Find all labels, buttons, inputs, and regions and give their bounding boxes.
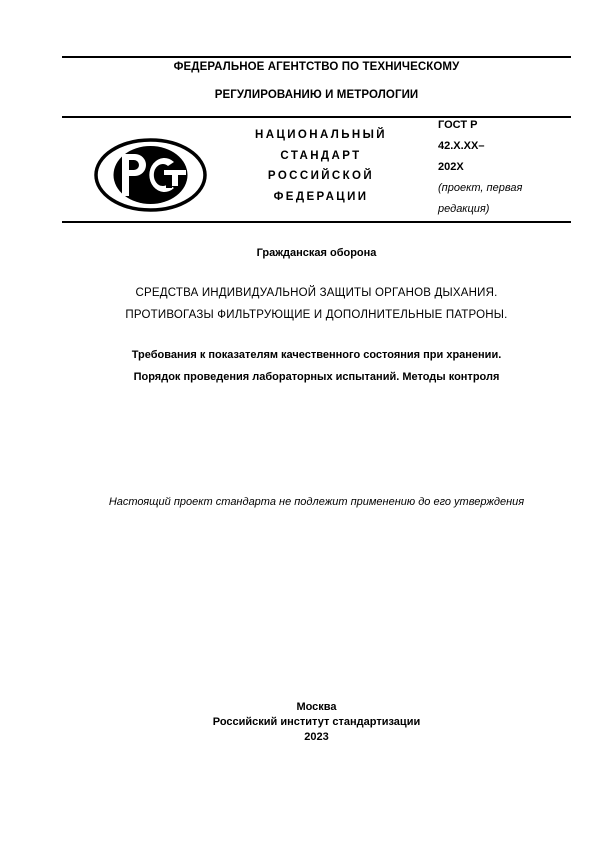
footer-institute: Российский институт стандартизации [212,716,421,728]
national-standard-line3: РОССИЙСКОЙ [267,170,375,182]
gost-code-line1: ГОСТ Р [438,119,478,131]
requirements-line1: Требования к показателям качественного состояния при хранении. [131,349,502,361]
national-standard-line4: ФЕДЕРАЦИИ [273,191,369,203]
draft-note: Настоящий проект стандарта не подлежит применению до его утверждения [108,496,525,508]
document-title-line1: СРЕДСТВА ИНДИВИДУАЛЬНОЙ ЗАЩИТЫ ОРГАНОВ ДЫХАНИЯ. [135,287,498,299]
header-bottom-rule [62,221,571,223]
gost-code-line3: 202Х [438,161,464,173]
agency-name-line2: РЕГУЛИРОВАНИЮ И МЕТРОЛОГИИ [214,89,419,101]
gost-status-line2: редакция) [438,203,490,215]
rst-logo-icon [94,138,207,212]
gost-code-line2: 42.Х.ХХ– [438,140,485,152]
requirements-line2: Порядок проведения лабораторных испытаний. Методы контроля [133,371,500,383]
gost-status-line1: (проект, первая [438,182,523,194]
header-top-rule [62,56,571,58]
document-section: Гражданская оборона [256,247,377,259]
national-standard-line1: НАЦИОНАЛЬНЫЙ [255,129,387,141]
footer-city: Москва [296,701,337,713]
footer-year: 2023 [304,731,329,743]
document-title-line2: ПРОТИВОГАЗЫ ФИЛЬТРУЮЩИЕ И ДОПОЛНИТЕЛЬНЫЕ ПАТРОНЫ. [125,309,508,321]
national-standard-line2: СТАНДАРТ [280,150,362,162]
agency-name-line1: ФЕДЕРАЛЬНОЕ АГЕНТСТВО ПО ТЕХНИЧЕСКОМУ [173,61,460,73]
